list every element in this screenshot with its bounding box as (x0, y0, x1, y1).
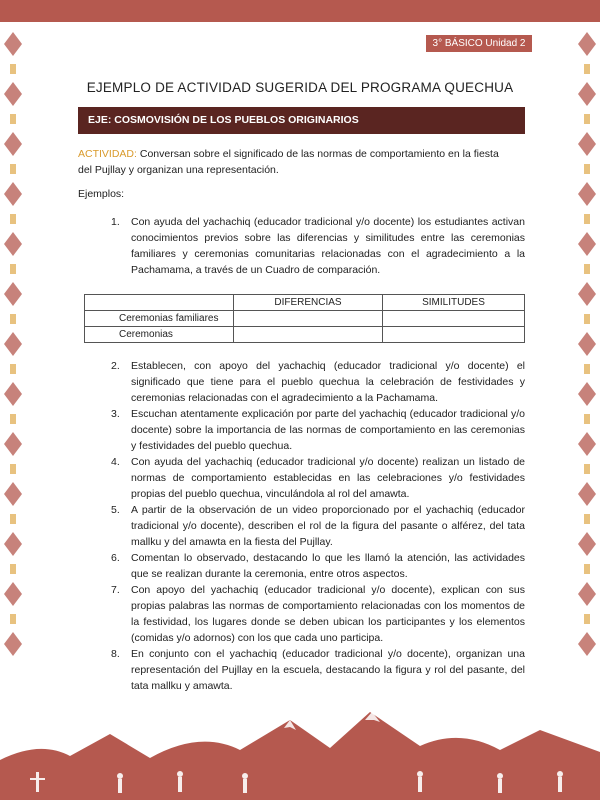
list-item-text: A partir de la observación de un video proporcionado por el yachachiq (educador tradicional y/o docente), describen el rol de la figura del pasante o alférez, del tata mallku y del amawta en la fiesta del Pujllay. (131, 504, 525, 548)
activity-label: ACTIVIDAD: (78, 148, 137, 160)
table-cell: Ceremonias (85, 327, 234, 343)
list-item-text: En conjunto con el yachachiq (educador tradicional y/o docente), organizan una representación del Pujllay en la escuela, destacando la figura y rol del pasante, del tata mallku y amawta. (131, 648, 525, 692)
list-item-text: Escuchan atentamente explicación por parte del yachachiq (educador tradicional y/o docente) sobre la importancia de las normas de comportamiento en las ceremonias y festividades del pueblo quechua. (131, 408, 525, 452)
left-decorative-border (0, 22, 26, 690)
document-title: EJEMPLO DE ACTIVIDAD SUGERIDA DEL PROGRAMA QUECHUA (86, 80, 514, 95)
list-item-text: Con ayuda del yachachiq (educador tradicional y/o docente) los estudiantes activan conocimientos previos sobre las diferencias y similitudes entre las ceremonias familiares y ceremonias comunitarias relacionadas con el agradecimiento a la Pachamama, a través de un Cuadro de comparación. (131, 216, 525, 276)
list-item-text: Con ayuda del yachachiq (educador tradicional y/o docente) realizan un listado de normas de comportamiento establecidas en las celebraciones y/o festividades propias del pueblo quechua, vinculándola al rol del amawta. (131, 456, 525, 500)
unit-badge: 3° BÁSICO Unidad 2 (426, 35, 532, 52)
list-item-number: 7. (111, 584, 120, 596)
table-cell: Ceremonias familiares (85, 311, 234, 327)
activity-text: Conversan sobre el significado de las normas de comportamiento en la fiesta del Pujllay y organizan una representación. (78, 148, 499, 176)
list-item-number: 1. (111, 216, 120, 228)
list-item-text: Con apoyo del yachachiq (educador tradicional y/o docente), explican con sus propias palabras las normas de comportamiento relacionadas con los momentos de la festividad, los lugares donde se deben ubican los participantes y los elementos (comidas y/o adornos) con los que cada uno participa. (131, 584, 525, 644)
eje-label: EJE: COSMOVISIÓN DE LOS PUEBLOS ORIGINARIOS (88, 114, 359, 126)
examples-label: Ejemplos: (78, 188, 125, 200)
table-row (85, 311, 525, 327)
table-header-cell (85, 295, 234, 311)
list-item-text: Establecen, con apoyo del yachachiq (educador tradicional y/o docente) el significado que tiene para el pueblo quechua la celebración de festividades y ceremonias relacionadas con el agradecimiento a la Pachamama. (131, 360, 525, 404)
list-item-number: 5. (111, 504, 120, 516)
list-item-number: 2. (111, 360, 120, 372)
footer-landscape-illustration (0, 690, 600, 800)
table-row (85, 327, 525, 343)
top-decorative-bar (0, 0, 600, 22)
table-header-cell: SIMILITUDES (383, 295, 525, 311)
list-item-number: 6. (111, 552, 120, 564)
list-item-number: 3. (111, 408, 120, 420)
table-cell (383, 327, 525, 343)
eje-header-bar (78, 107, 525, 134)
list-item-number: 8. (111, 648, 120, 660)
comparison-table (84, 294, 525, 343)
list-item-text: Comentan lo observado, destacando lo que les llamó la atención, las actividades que se realizan durante la ceremonia, entre otros aspectos. (131, 552, 525, 580)
table-cell (383, 311, 525, 327)
list-item-number: 4. (111, 456, 120, 468)
table-cell (234, 327, 383, 343)
table-cell (234, 311, 383, 327)
right-decorative-border (574, 22, 600, 690)
table-header-row (85, 295, 525, 311)
activity-paragraph (78, 146, 510, 178)
table-header-cell: DIFERENCIAS (234, 295, 383, 311)
